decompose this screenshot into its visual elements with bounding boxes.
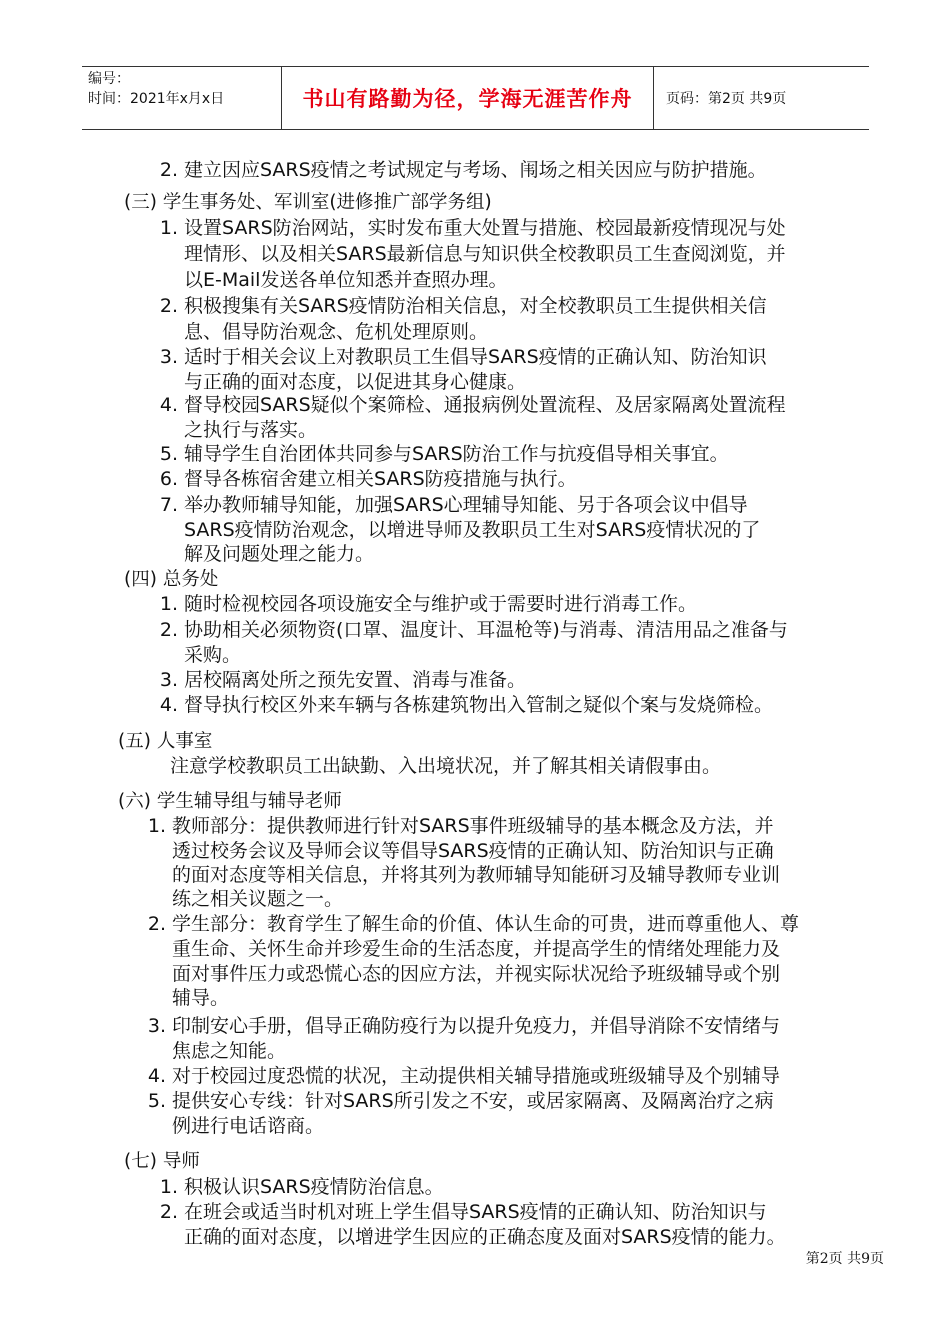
section-heading: (六) 学生辅导组与辅导老师 xyxy=(118,791,342,812)
list-item: 4. 督导执行校区外来车辆与各栋建筑物出入管制之疑似个案与发烧筛检。 xyxy=(159,694,774,716)
list-item: 1. 教师部分：提供教师进行针对SARS事件班级辅导的基本概念及方法，并 xyxy=(147,815,774,837)
header-meta xyxy=(82,67,282,129)
list-item-cont: 重生命、关怀生命并珍爱生命的生活态度，并提高学生的情绪处理能力及 xyxy=(172,938,781,960)
list-item-cont: 以E-Mail发送各单位知悉并查照办理。 xyxy=(184,269,508,291)
list-item-cont: 焦虑之知能。 xyxy=(172,1040,287,1062)
page-header xyxy=(82,66,869,130)
list-item-cont: 解及问题处理之能力。 xyxy=(184,543,375,565)
list-item: 2. 建立因应SARS疫情之考试规定与考场、闱场之相关因应与防护措施。 xyxy=(159,159,767,181)
header-page-code: 页码：第2页 共9页 xyxy=(666,91,787,107)
section-heading: (三) 学生事务处、军训室(进修推广部学务组) xyxy=(124,192,492,213)
header-motto: 书山有路勤为径，学海无涯苦作舟 xyxy=(302,87,633,111)
list-item-cont: 采购。 xyxy=(184,644,242,666)
list-item: 5. 提供安心专线：针对SARS所引发之不安，或居家隔离、及隔离治疗之病 xyxy=(147,1090,774,1112)
header-motto-cell xyxy=(282,67,654,129)
section-heading: (四) 总务处 xyxy=(124,569,219,590)
list-item: 1. 积极认识SARS疫情防治信息。 xyxy=(159,1176,444,1198)
paragraph: 注意学校教职员工出缺勤、入出境状况，并了解其相关请假事由。 xyxy=(170,755,722,777)
list-item-cont: 练之相关议题之一。 xyxy=(172,888,344,910)
list-item: 3. 印制安心手册，倡导正确防疫行为以提升免疫力，并倡导消除不安情绪与 xyxy=(147,1015,781,1037)
list-item: 4. 对于校园过度恐慌的状况，主动提供相关辅导措施或班级辅导及个别辅导 xyxy=(147,1065,781,1087)
list-item: 3. 适时于相关会议上对教职员工生倡导SARS疫情的正确认知、防治知识 xyxy=(159,346,767,368)
section-heading: (七) 导师 xyxy=(124,1151,200,1172)
list-item-cont: 息、倡导防治观念、危机处理原则。 xyxy=(184,321,489,343)
list-item-cont: 透过校务会议及导师会议等倡导SARS疫情的正确认知、防治知识与正确 xyxy=(172,840,774,862)
list-item: 7. 举办教师辅导知能，加强SARS心理辅导知能、另于各项会议中倡导 xyxy=(159,494,748,516)
list-item: 2. 学生部分：教育学生了解生命的价值、体认生命的可贵，进而尊重他人、尊 xyxy=(147,913,800,935)
list-item-cont: 面对事件压力或恐慌心态的因应方法，并视实际状况给予班级辅导或个别 xyxy=(172,963,781,985)
list-item-cont: 正确的面对态度，以增进学生因应的正确态度及面对SARS疫情的能力。 xyxy=(184,1226,786,1248)
list-item: 3. 居校隔离处所之预先安置、消毒与准备。 xyxy=(159,669,527,691)
number-label: 编号： xyxy=(88,71,130,87)
section-heading: (五) 人事室 xyxy=(118,731,213,752)
page-footer: 第2页 共9页 xyxy=(805,1251,884,1267)
list-item-cont: 与正确的面对态度，以促进其身心健康。 xyxy=(184,371,527,393)
time-label: 时间：2021年x月x日 xyxy=(88,91,225,107)
list-item: 4. 督导校园SARS疑似个案筛检、通报病例处置流程、及居家隔离处置流程 xyxy=(159,394,786,416)
list-item: 1. 随时检视校园各项设施安全与维护或于需要时进行消毒工作。 xyxy=(159,593,698,615)
list-item: 6. 督导各栋宿舍建立相关SARS防疫措施与执行。 xyxy=(159,468,577,490)
list-item: 2. 在班会或适当时机对班上学生倡导SARS疫情的正确认知、防治知识与 xyxy=(159,1201,767,1223)
list-item-cont: 的面对态度等相关信息，并将其列为教师辅导知能研习及辅导教师专业训 xyxy=(172,864,781,886)
list-item: 2. 协助相关必须物资(口罩、温度计、耳温枪等)与消毒、清洁用品之准备与 xyxy=(159,619,788,641)
list-item-cont: 辅导。 xyxy=(172,987,230,1009)
list-item: 5. 辅导学生自治团体共同参与SARS防治工作与抗疫倡导相关事宜。 xyxy=(159,443,729,465)
list-item: 2. 积极搜集有关SARS疫情防治相关信息，对全校教职员工生提供相关信 xyxy=(159,295,767,317)
list-item-cont: 理情形、以及相关SARS最新信息与知识供全校教职员工生查阅浏览，并 xyxy=(184,243,786,265)
list-item-cont: SARS疫情防治观念，以增进导师及教职员工生对SARS疫情状况的了 xyxy=(184,519,761,541)
list-item-cont: 之执行与落实。 xyxy=(184,419,318,441)
list-item: 1. 设置SARS防治网站，实时发布重大处置与措施、校园最新疫情现况与处 xyxy=(159,217,786,239)
list-item-cont: 例进行电话谘商。 xyxy=(172,1115,325,1137)
